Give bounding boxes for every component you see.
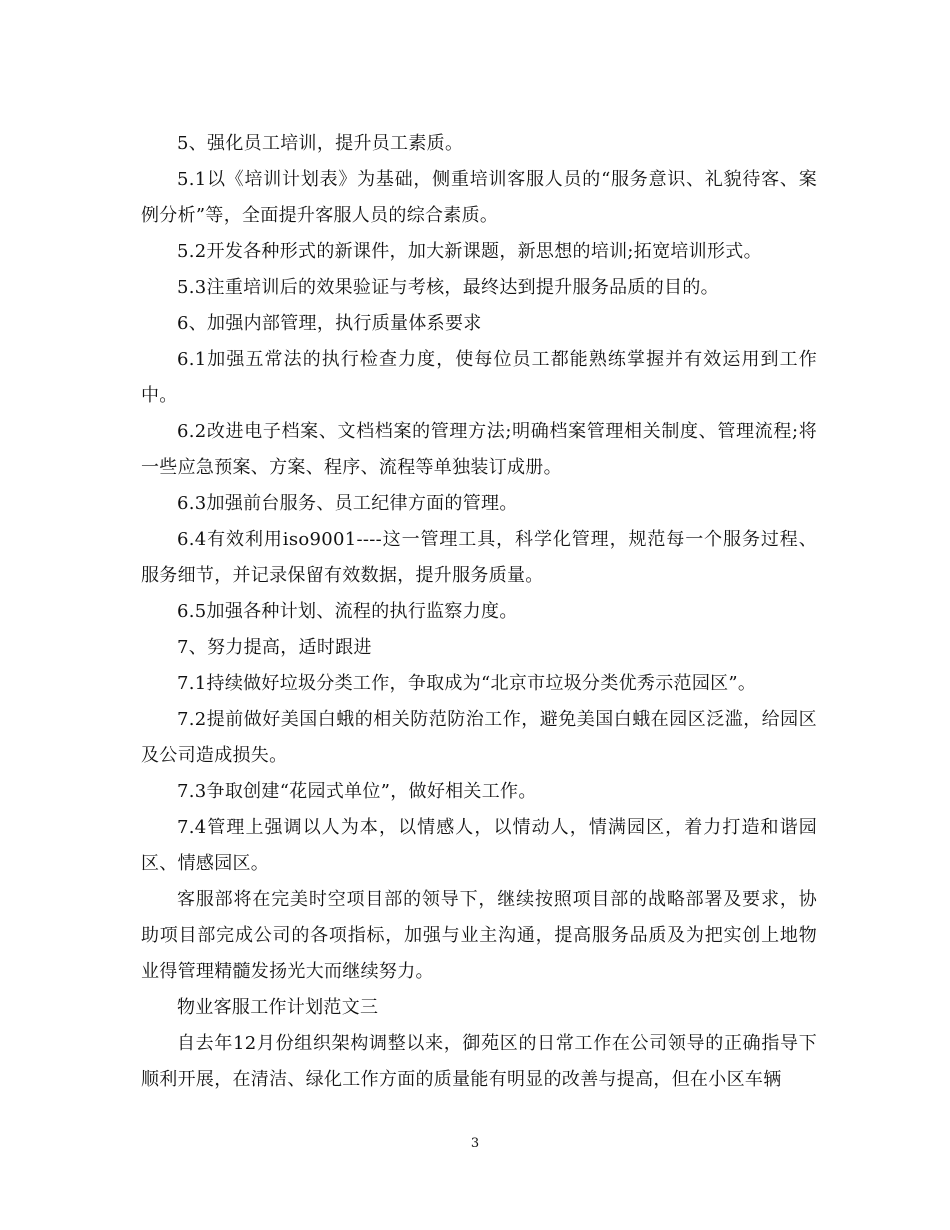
paragraph-7-1: 7.1持续做好垃圾分类工作，争取成为“北京市垃圾分类优秀示范园区”。 — [177, 673, 757, 694]
paragraph-7-4: 7.4管理上强调以人为本，以情感人，以情动人，情满园区，着力打造和谐园区、情感园区。 — [141, 817, 817, 874]
paragraph-section-5-heading: 5、强化员工培训，提升员工素质。 — [177, 133, 464, 154]
paragraph-6-3: 6.3加强前台服务、员工纪律方面的管理。 — [177, 493, 518, 514]
paragraph-5-3: 5.3注重培训后的效果验证与考核，最终达到提升服务品质的目的。 — [177, 277, 719, 298]
paragraph-section-6-heading: 6、加强内部管理，执行质量体系要求 — [177, 313, 482, 334]
paragraph-sample-three-intro: 自去年12月份组织架构调整以来，御苑区的日常工作在公司领导的正确指导下顺利开展，在清洁、绿化工作方面的质量能有明显的改善与提高，但在小区车辆 — [141, 1033, 817, 1090]
section-title-sample-three: 物业客服工作计划范文三 — [177, 997, 379, 1018]
paragraph-7-2: 7.2提前做好美国白蛾的相关防范防治工作，避免美国白蛾在园区泛滥，给园区及公司造成损失。 — [141, 709, 817, 766]
paragraph-6-1: 6.1加强五常法的执行检查力度，使每位员工都能熟练掌握并有效运用到工作中。 — [141, 349, 817, 406]
paragraph-6-4: 6.4有效利用iso9001----这一管理工具，科学化管理，规范每一个服务过程、服务细节，并记录保留有效数据，提升服务质量。 — [141, 529, 817, 586]
paragraph-conclusion: 客服部将在完美时空项目部的领导下，继续按照项目部的战略部署及要求，协助项目部完成公司的各项指标，加强与业主沟通，提高服务品质及为把实创上地物业得管理精髓发扬光大而继续努力。 — [141, 889, 817, 982]
paragraph-5-2: 5.2开发各种形式的新课件，加大新课题，新思想的培训;拓宽培训形式。 — [177, 241, 762, 262]
paragraph-6-5: 6.5加强各种计划、流程的执行监察力度。 — [177, 601, 518, 622]
paragraph-5-1: 5.1以《培训计划表》为基础，侧重培训客服人员的“服务意识、礼貌待客、案例分析”等，全面提升客服人员的综合素质。 — [141, 169, 817, 226]
paragraph-7-3: 7.3争取创建“花园式单位”，做好相关工作。 — [177, 781, 537, 802]
page-number: 3 — [470, 1136, 480, 1151]
paragraph-section-7-heading: 7、努力提高，适时跟进 — [177, 637, 372, 658]
document-body — [141, 126, 817, 1098]
paragraph-6-2: 6.2改进电子档案、文档档案的管理方法;明确档案管理相关制度、管理流程;将一些应急预案、方案、程序、流程等单独装订成册。 — [141, 421, 817, 478]
